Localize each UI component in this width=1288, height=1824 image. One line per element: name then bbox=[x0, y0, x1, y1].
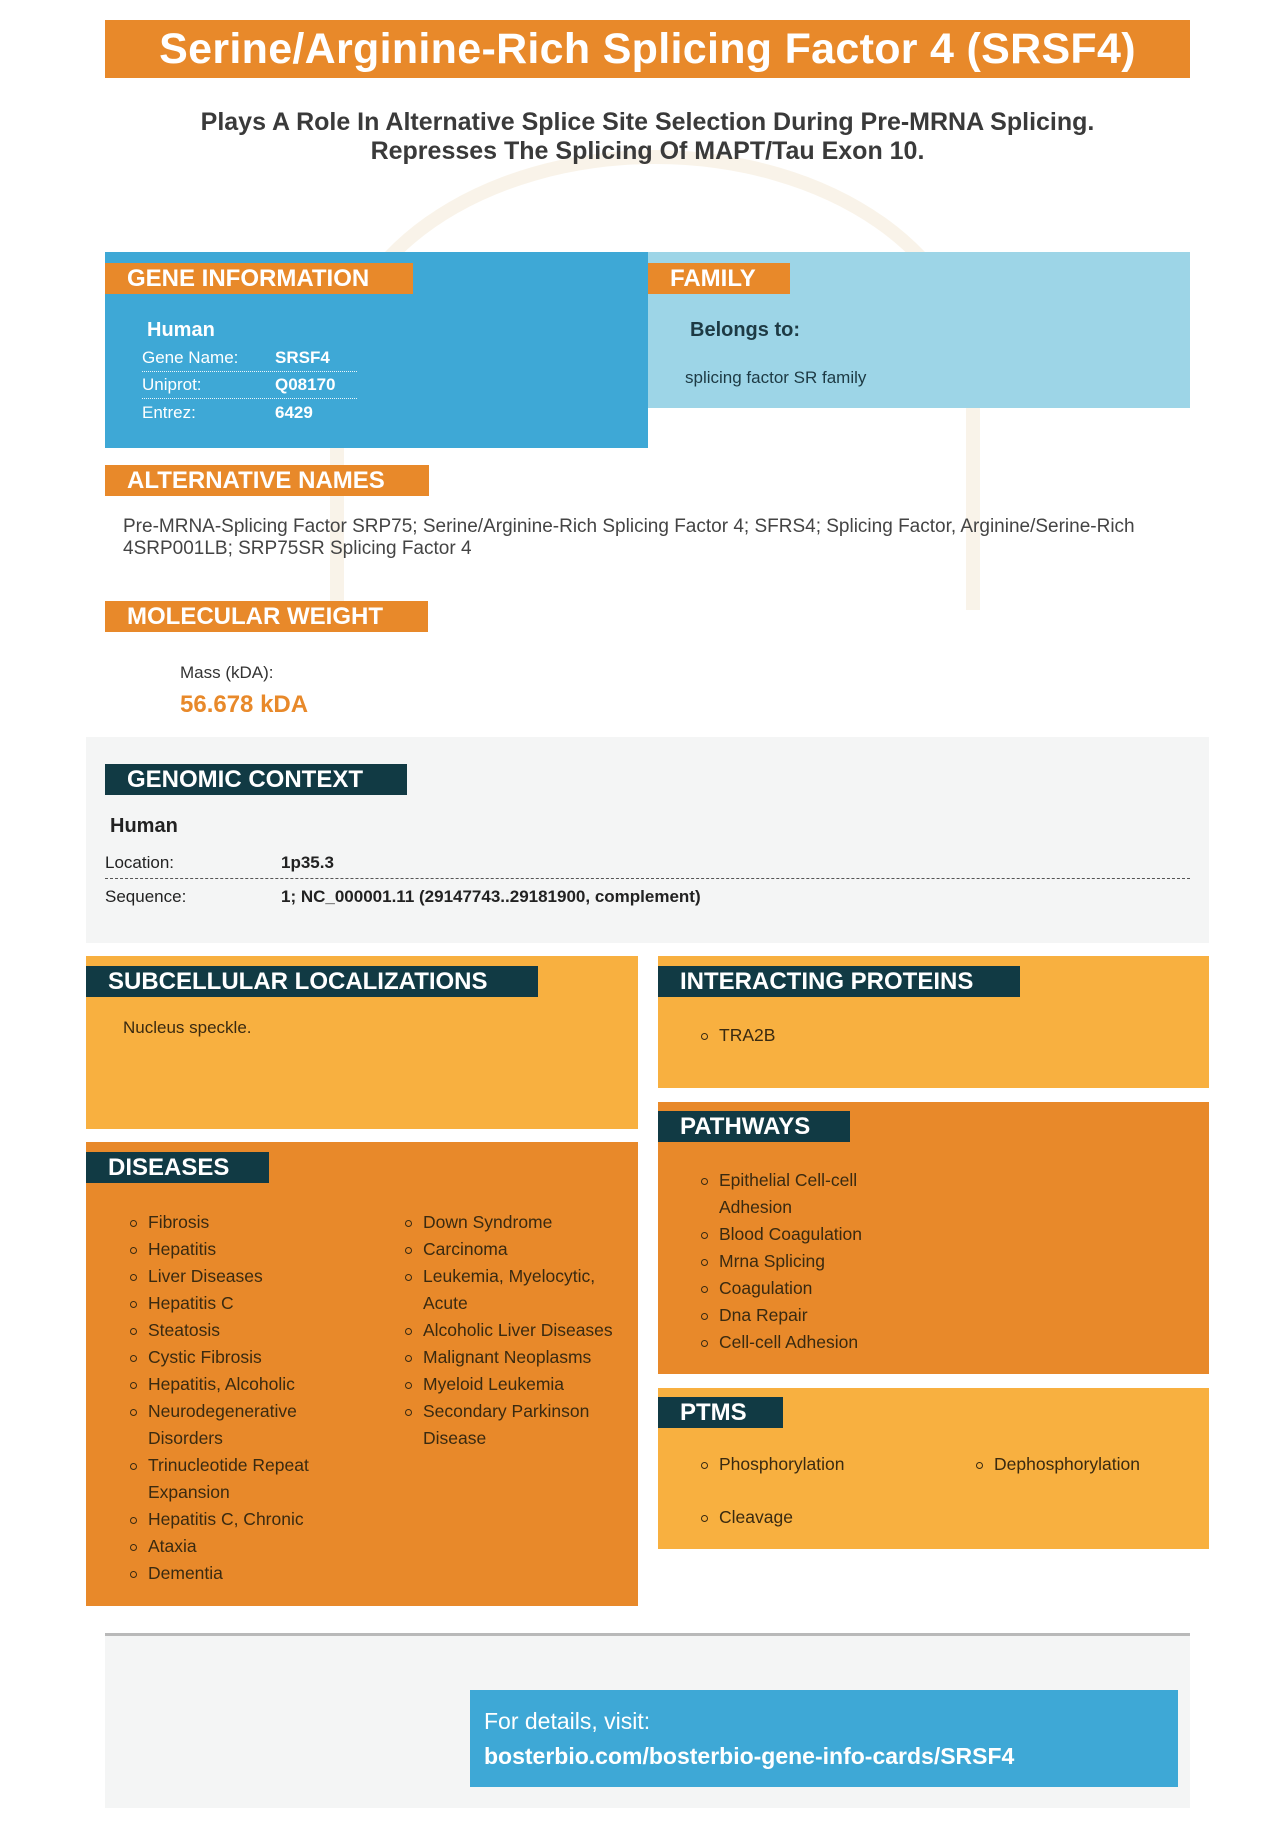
sequence-label: Sequence: bbox=[105, 887, 187, 906]
interacting-proteins-header: INTERACTING PROTEINS bbox=[658, 966, 1020, 997]
list-item: Dephosphorylation bbox=[974, 1451, 1194, 1478]
list-item: Trinucleotide Repeat Expansion bbox=[128, 1452, 358, 1506]
molecular-weight-header: MOLECULAR WEIGHT bbox=[105, 601, 428, 632]
list-item: Fibrosis bbox=[128, 1209, 358, 1236]
details-url-link[interactable]: bosterbio.com/bosterbio-gene-info-cards/SRSF4 bbox=[484, 1743, 1015, 1769]
list-item: Blood Coagulation bbox=[699, 1221, 899, 1248]
diseases-list-column-2 bbox=[403, 1209, 628, 1452]
belongs-to-label: Belongs to: bbox=[690, 319, 800, 341]
list-item: Hepatitis C bbox=[128, 1290, 358, 1317]
list-item: Cystic Fibrosis bbox=[128, 1344, 358, 1371]
gene-species: Human bbox=[147, 319, 215, 341]
list-item: Cleavage bbox=[699, 1504, 939, 1531]
list-item: Epithelial Cell-cell Adhesion bbox=[699, 1167, 899, 1221]
list-item: Secondary Parkinson Disease bbox=[403, 1398, 628, 1452]
list-item: Phosphorylation bbox=[699, 1451, 939, 1478]
list-item: Alcoholic Liver Diseases bbox=[403, 1317, 628, 1344]
details-prompt: For details, visit: bbox=[484, 1708, 651, 1734]
sequence-value: 1; NC_000001.11 (29147743..29181900, complement) bbox=[281, 887, 701, 906]
list-item: Hepatitis bbox=[128, 1236, 358, 1263]
gene-information-header: GENE INFORMATION bbox=[105, 263, 413, 294]
entrez-row bbox=[142, 399, 357, 426]
location-value: 1p35.3 bbox=[281, 852, 334, 872]
list-item: Dementia bbox=[128, 1560, 358, 1587]
genomic-context-header: GENOMIC CONTEXT bbox=[105, 764, 407, 795]
entrez-value: 6429 bbox=[275, 402, 313, 422]
uniprot-label: Uniprot: bbox=[142, 375, 202, 394]
location-row bbox=[105, 847, 1190, 879]
entrez-label: Entrez: bbox=[142, 402, 196, 422]
list-item: Ataxia bbox=[128, 1533, 358, 1560]
gene-name-value: SRSF4 bbox=[275, 348, 330, 367]
details-link-box[interactable] bbox=[470, 1690, 1178, 1787]
list-item: Malignant Neoplasms bbox=[403, 1344, 628, 1371]
list-item: TRA2B bbox=[699, 1022, 775, 1049]
list-item: Hepatitis C, Chronic bbox=[128, 1506, 358, 1533]
function-summary-line-2: Represses The Splicing Of MAPT/Tau Exon 10. bbox=[370, 137, 925, 165]
list-item: Steatosis bbox=[128, 1317, 358, 1344]
pathways-header: PATHWAYS bbox=[658, 1111, 850, 1142]
sequence-row bbox=[105, 881, 1190, 913]
family-header: FAMILY bbox=[648, 263, 790, 294]
family-value: splicing factor SR family bbox=[685, 368, 867, 387]
mass-label: Mass (kDA): bbox=[180, 663, 274, 682]
list-item: Coagulation bbox=[699, 1275, 899, 1302]
list-item: Down Syndrome bbox=[403, 1209, 628, 1236]
list-item: Leukemia, Myelocytic, Acute bbox=[403, 1263, 628, 1317]
ptms-header: PTMS bbox=[658, 1397, 783, 1428]
subcellular-localization-text: Nucleus speckle. bbox=[123, 1018, 252, 1037]
list-item: Carcinoma bbox=[403, 1236, 628, 1263]
uniprot-row bbox=[142, 372, 357, 399]
location-label: Location: bbox=[105, 852, 174, 872]
diseases-list-column-1 bbox=[128, 1209, 358, 1587]
ptms-list-column-2 bbox=[974, 1451, 1194, 1478]
list-item: Liver Diseases bbox=[128, 1263, 358, 1290]
gene-name-label: Gene Name: bbox=[142, 348, 239, 367]
mass-value: 56.678 kDA bbox=[180, 691, 309, 718]
list-item: Mrna Splicing bbox=[699, 1248, 899, 1275]
alternative-names-header: ALTERNATIVE NAMES bbox=[105, 465, 429, 496]
uniprot-value: Q08170 bbox=[275, 375, 336, 394]
list-item: Cell-cell Adhesion bbox=[699, 1329, 899, 1356]
list-item: Myeloid Leukemia bbox=[403, 1371, 628, 1398]
list-item: Dna Repair bbox=[699, 1302, 899, 1329]
alternative-names-text: Pre-MRNA-Splicing Factor SRP75; Serine/Arginine-Rich Splicing Factor 4; SFRS4; Splicing Factor, Arginine/Serine-Rich 4SRP001LB; SRP75SR Splicing Factor 4 bbox=[123, 516, 1135, 559]
function-summary-line-1: Plays A Role In Alternative Splice Site Selection During Pre-MRNA Splicing. bbox=[200, 108, 1095, 136]
function-summary bbox=[105, 108, 1190, 166]
title-bar bbox=[105, 20, 1190, 78]
gene-name-row bbox=[142, 345, 357, 372]
interacting-proteins-list bbox=[699, 1022, 775, 1049]
pathways-list bbox=[699, 1167, 899, 1356]
page-title: Serine/Arginine-Rich Splicing Factor 4 (SRSF4) bbox=[159, 24, 1136, 73]
genomic-species: Human bbox=[110, 815, 178, 837]
ptms-list-column-1 bbox=[699, 1451, 939, 1531]
list-item: Hepatitis, Alcoholic bbox=[128, 1371, 358, 1398]
diseases-header: DISEASES bbox=[86, 1152, 269, 1183]
list-item: Neurodegenerative Disorders bbox=[128, 1398, 358, 1452]
subcellular-localizations-header: SUBCELLULAR LOCALIZATIONS bbox=[86, 966, 538, 997]
